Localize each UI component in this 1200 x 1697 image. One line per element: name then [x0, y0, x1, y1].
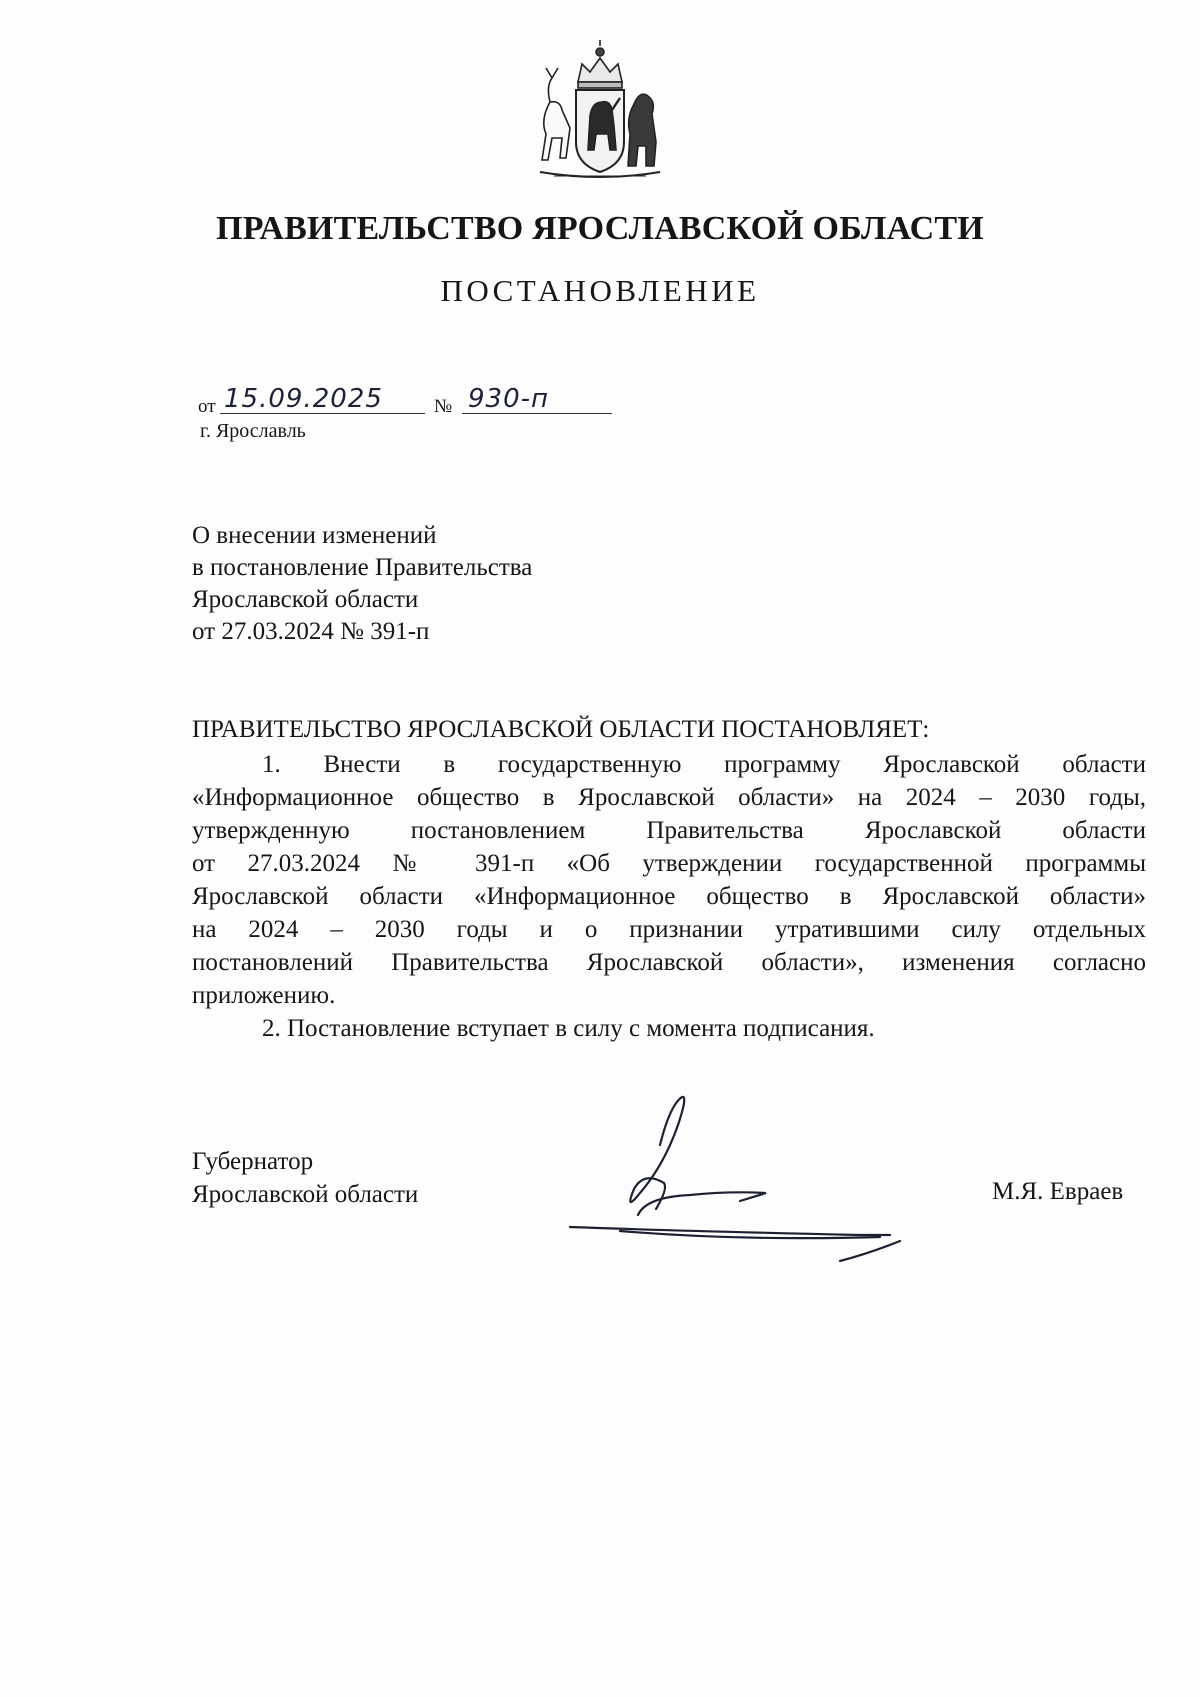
document-date: 15.09.2025 — [224, 384, 383, 414]
paragraph-1-line: постановлений Правительства Ярославской области», изменения согласно — [192, 949, 1146, 976]
subject-line: О внесении изменений — [192, 522, 437, 549]
date-label: от — [198, 396, 216, 417]
paragraph-2: 2. Постановление вступает в силу с момента подписания. — [262, 1015, 875, 1042]
paragraph-1-line: приложению. — [192, 982, 336, 1009]
paragraph-1-line: от 27.03.2024 № 391-п «Об утверждении государственной программы — [192, 850, 1146, 877]
date-number-row — [198, 382, 638, 422]
paragraph-1-line: утвержденную постановлением Правительства Ярославской области — [192, 817, 1146, 844]
paragraph-1-line: «Информационное общество в Ярославской области» на 2024 – 2030 годы, — [192, 784, 1146, 811]
decree-body — [192, 748, 1146, 1045]
subject-line: Ярославской области — [192, 586, 419, 613]
government-title: ПРАВИТЕЛЬСТВО ЯРОСЛАВСКОЙ ОБЛАСТИ — [216, 210, 984, 247]
signer-name: М.Я. Евраев — [992, 1178, 1124, 1205]
yaroslavl-coat-of-arms-icon — [530, 38, 670, 186]
decree-header: ПРАВИТЕЛЬСТВО ЯРОСЛАВСКОЙ ОБЛАСТИ ПОСТАНОВЛЯЕТ: — [192, 716, 930, 743]
handwritten-signature — [560, 1085, 940, 1265]
signer-title-line: Ярославской области — [192, 1181, 419, 1208]
signer-title-line: Губернатор — [192, 1148, 314, 1175]
city: г. Ярославль — [200, 420, 306, 442]
document-type: ПОСТАНОВЛЕНИЕ — [440, 273, 760, 308]
paragraph-1-line: на 2024 – 2030 годы и о признании утратившими силу отдельных — [192, 916, 1146, 943]
document-number: 930-п — [468, 384, 550, 414]
document-subject — [192, 520, 692, 648]
paragraph-1-line: 1. Внести в государственную программу Ярославской области — [262, 751, 1146, 778]
number-label: № — [434, 396, 453, 417]
subject-line: в постановление Правительства — [192, 554, 533, 581]
signer-title — [192, 1145, 418, 1211]
paragraph-1-line: Ярославской области «Информационное общество в Ярославской области» — [192, 883, 1146, 910]
subject-line: от 27.03.2024 № 391-п — [192, 618, 430, 645]
